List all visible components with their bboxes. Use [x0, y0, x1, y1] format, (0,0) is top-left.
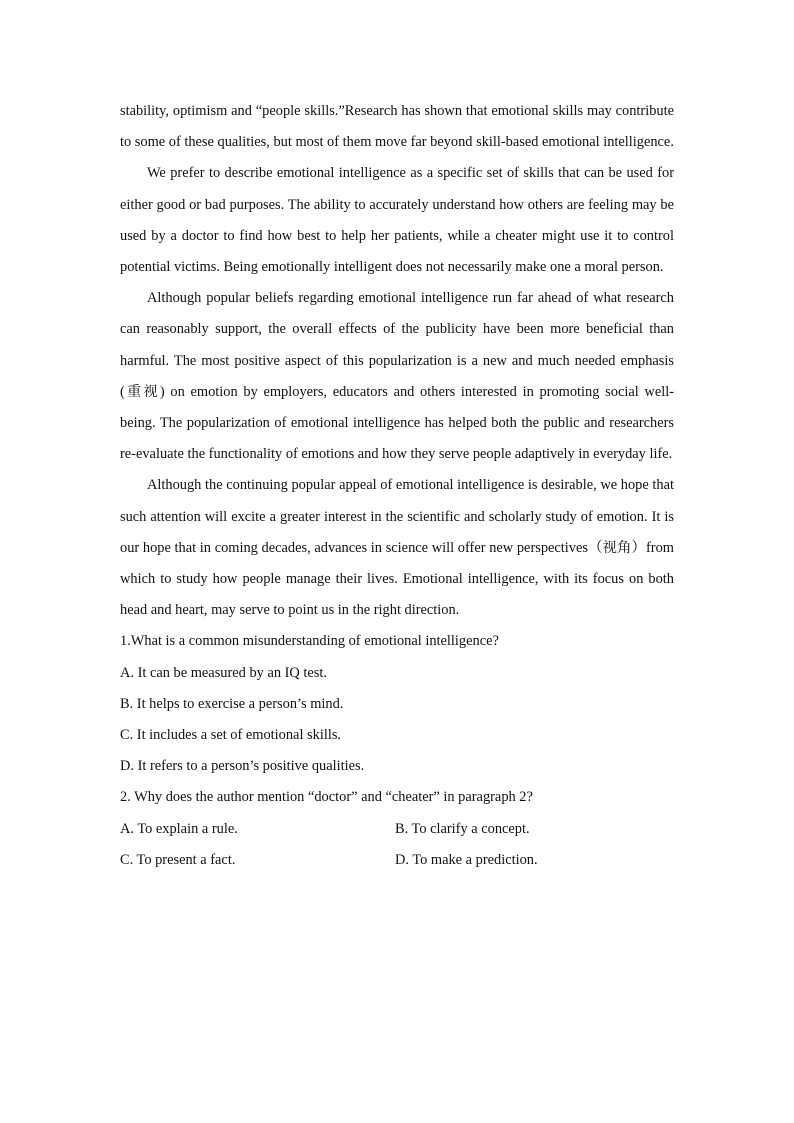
question-2 — [120, 782, 674, 876]
passage-paragraph-continued: stability, optimism and “people skills.”Research has shown that emotional skills may contribute to some of these qualities, but most of them move far beyond skill-based emotional intelligence. — [120, 103, 674, 151]
question-1 — [120, 626, 674, 782]
question-2-options-row-2 — [120, 845, 674, 876]
passage-paragraph-4: Although the continuing popular appeal of emotional intelligence is desirable, we hope that such attention will excite a greater interest in the scientific and scholarly study of emotion. It is our hope that in coming decades, advances in science will offer new perspectives（视角）from which to study how people manage their lives. Emotional intelligence, with its focus on both head and heart, may serve to point us in the right direction. — [120, 477, 674, 619]
question-2-stem: 2. Why does the author mention “doctor” and “cheater” in paragraph 2? — [120, 789, 533, 806]
passage-paragraph-3: Although popular beliefs regarding emotional intelligence run far ahead of what research can reasonably support, the overall effects of the publicity have been more beneficial than harmful. The most positive aspect of this popularization is a new and much needed emphasis (重视) on emotion by employers, educators and others interested in promoting social well-being. The popularization of emotional intelligence has helped both the public and researchers re-evaluate the functionality of emotions and how they serve people adaptively in everyday life. — [120, 290, 674, 463]
question-2-option-d: D. To make a prediction. — [395, 851, 538, 868]
document-page — [120, 96, 674, 876]
question-2-option-b: B. To clarify a concept. — [395, 820, 530, 837]
question-1-option-a: A. It can be measured by an IQ test. — [120, 664, 327, 681]
question-1-option-b: B. It helps to exercise a person’s mind. — [120, 695, 344, 712]
question-1-option-d: D. It refers to a person’s positive qualities. — [120, 758, 365, 775]
passage-paragraph-2: We prefer to describe emotional intelligence as a specific set of skills that can be used for either good or bad purposes. The ability to accurately understand how others are feeling may be used by a doctor to find how best to help her patients, while a cheater might use it to control potential victims. Being emotionally intelligent does not necessarily make one a moral person. — [120, 165, 674, 276]
question-1-option-c: C. It includes a set of emotional skills. — [120, 727, 342, 744]
question-2-option-a: A. To explain a rule. — [120, 820, 238, 837]
question-1-stem: 1.What is a common misunderstanding of emotional intelligence? — [120, 633, 499, 650]
question-2-option-c: C. To present a fact. — [120, 851, 236, 868]
question-2-options-row-1 — [120, 814, 674, 845]
